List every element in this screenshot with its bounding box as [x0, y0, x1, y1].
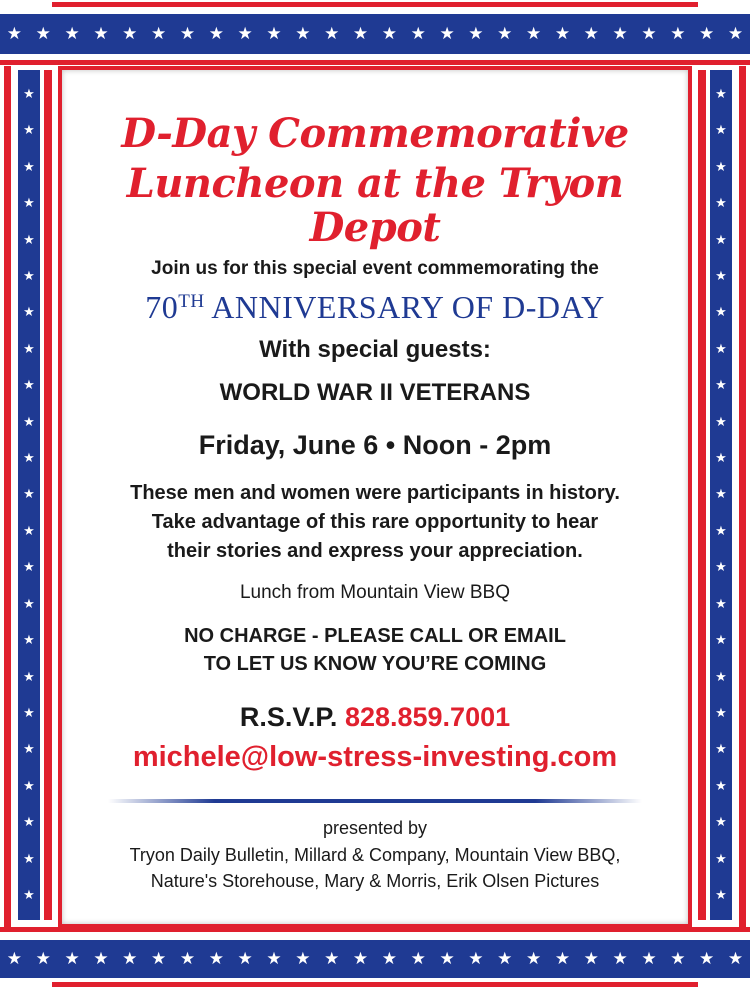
star-icon: ★: [23, 451, 35, 467]
star-icon: ★: [715, 705, 727, 721]
star-icon: ★: [468, 23, 484, 44]
star-icon: ★: [179, 948, 196, 969]
star-icon: ★: [295, 948, 311, 969]
no-charge-line: NO CHARGE - PLEASE CALL OR EMAIL: [184, 625, 566, 647]
star-icon: ★: [612, 948, 628, 969]
star-icon: ★: [23, 669, 35, 685]
star-icon: ★: [23, 123, 35, 139]
star-icon: ★: [151, 23, 167, 44]
star-icon: ★: [23, 596, 35, 612]
star-icon: ★: [715, 633, 727, 649]
star-icon: ★: [715, 269, 727, 285]
star-icon: ★: [23, 414, 35, 430]
star-icon: ★: [23, 851, 35, 867]
star-icon: ★: [670, 23, 686, 44]
star-icon: ★: [554, 23, 571, 44]
no-charge-notice: [58, 622, 692, 678]
star-icon: ★: [93, 23, 109, 44]
star-icon: ★: [497, 23, 513, 44]
star-icon: ★: [715, 87, 727, 102]
rsvp-phone-link[interactable]: 828.859.7001: [344, 702, 511, 732]
star-icon: ★: [715, 196, 727, 212]
star-icon: ★: [23, 487, 35, 503]
star-icon: ★: [151, 948, 167, 969]
star-icon: ★: [23, 560, 35, 576]
star-icon: ★: [715, 815, 727, 831]
star-icon: ★: [35, 948, 51, 969]
rsvp-email-link[interactable]: michele@low-stress-investing.com: [132, 741, 618, 773]
star-icon: ★: [715, 560, 727, 576]
star-icon: ★: [497, 948, 513, 969]
top-star-band: [0, 14, 750, 54]
star-icon: ★: [23, 778, 35, 794]
star-icon: ★: [23, 887, 35, 903]
sponsor-line: Tryon Daily Bulletin, Millard & Company, Mountain View BBQ,: [129, 845, 621, 865]
star-icon: ★: [23, 378, 35, 394]
star-icon: ★: [35, 23, 51, 44]
rsvp-label: R.S.V.P.: [239, 702, 338, 732]
top-red-rule: [52, 2, 698, 7]
anniversary-number: 70: [145, 289, 179, 325]
star-icon: ★: [612, 23, 628, 44]
star-icon: ★: [93, 948, 109, 969]
star-icon: ★: [715, 669, 727, 685]
star-icon: ★: [266, 948, 282, 969]
star-icon: ★: [715, 159, 727, 175]
star-icon: ★: [208, 23, 224, 44]
top-red-stripe: [0, 60, 750, 65]
description-line: their stories and express your appreciation.: [167, 540, 583, 562]
star-icon: ★: [23, 815, 35, 831]
bottom-star-band: [0, 940, 750, 978]
star-icon: ★: [468, 948, 484, 969]
star-icon: ★: [715, 887, 727, 903]
star-icon: ★: [6, 948, 23, 969]
star-icon: ★: [122, 23, 138, 44]
left-inner-stripe: [44, 70, 52, 920]
star-icon: ★: [23, 232, 35, 248]
left-star-column: [18, 70, 40, 920]
star-icon: ★: [23, 196, 35, 212]
star-icon: ★: [715, 341, 727, 357]
title-line-2: Luncheon at the Tryon Depot: [126, 160, 624, 251]
star-icon: ★: [727, 948, 744, 969]
star-icon: ★: [715, 414, 727, 430]
star-icon: ★: [23, 742, 35, 758]
intro-text: Join us for this special event commemorating the: [151, 258, 599, 279]
star-icon: ★: [23, 159, 35, 175]
star-icon: ★: [295, 23, 311, 44]
sponsor-list: [58, 842, 692, 894]
star-icon: ★: [715, 851, 727, 867]
star-icon: ★: [237, 948, 253, 969]
star-icon: ★: [237, 23, 253, 44]
star-icon: ★: [715, 451, 727, 467]
star-icon: ★: [410, 948, 426, 969]
star-icon: ★: [23, 305, 35, 321]
title-line-1: D-Day Commemorative: [121, 110, 629, 157]
star-icon: ★: [439, 23, 455, 44]
star-icon: ★: [23, 633, 35, 649]
star-icon: ★: [715, 523, 727, 539]
star-icon: ★: [641, 948, 657, 969]
star-icon: ★: [352, 948, 369, 969]
star-icon: ★: [64, 948, 80, 969]
bottom-red-rule: [52, 982, 698, 987]
anniversary-heading: [58, 289, 692, 326]
star-icon: ★: [266, 23, 282, 44]
star-icon: ★: [641, 23, 657, 44]
star-icon: ★: [23, 269, 35, 285]
star-icon: ★: [715, 778, 727, 794]
star-icon: ★: [727, 23, 744, 44]
star-icon: ★: [715, 232, 727, 248]
star-icon: ★: [439, 948, 455, 969]
sponsor-line: Nature's Storehouse, Mary & Morris, Erik Olsen Pictures: [150, 871, 600, 891]
guests-heading: With special guests:: [259, 336, 491, 363]
star-icon: ★: [6, 23, 23, 44]
star-icon: ★: [352, 23, 369, 44]
star-icon: ★: [324, 948, 340, 969]
star-icon: ★: [23, 523, 35, 539]
star-icon: ★: [715, 305, 727, 321]
star-icon: ★: [699, 948, 715, 969]
section-divider: [108, 799, 642, 803]
star-icon: ★: [715, 742, 727, 758]
star-icon: ★: [23, 341, 35, 357]
star-icon: ★: [23, 87, 35, 102]
right-star-column: [710, 70, 732, 920]
star-icon: ★: [583, 23, 599, 44]
description-line: These men and women were participants in history.: [130, 482, 620, 504]
star-icon: ★: [208, 948, 224, 969]
right-red-stripe: [739, 66, 746, 928]
star-icon: ★: [670, 948, 686, 969]
star-icon: ★: [410, 23, 426, 44]
anniversary-suffix: TH: [178, 291, 205, 312]
star-icon: ★: [179, 23, 196, 44]
event-description: [58, 479, 692, 566]
star-icon: ★: [122, 948, 138, 969]
star-icon: ★: [715, 378, 727, 394]
star-icon: ★: [381, 948, 398, 969]
right-inner-stripe: [698, 70, 706, 920]
no-charge-line: TO LET US KNOW YOU’RE COMING: [203, 653, 547, 675]
anniversary-text: ANNIVERSARY OF D-DAY: [211, 289, 605, 325]
rsvp-line: [58, 702, 692, 733]
star-icon: ★: [554, 948, 571, 969]
star-icon: ★: [699, 23, 715, 44]
star-icon: ★: [324, 23, 340, 44]
left-red-stripe: [4, 66, 11, 928]
star-icon: ★: [525, 948, 542, 969]
lunch-provider: Lunch from Mountain View BBQ: [239, 582, 510, 603]
star-icon: ★: [23, 705, 35, 721]
description-line: Take advantage of this rare opportunity to hear: [151, 511, 599, 533]
event-title: [58, 112, 692, 250]
star-icon: ★: [715, 596, 727, 612]
star-icon: ★: [715, 123, 727, 139]
star-icon: ★: [583, 948, 599, 969]
event-date-time: Friday, June 6 • Noon - 2pm: [198, 430, 552, 460]
veterans-heading: WORLD WAR II VETERANS: [219, 379, 531, 406]
presented-by-label: presented by: [322, 818, 428, 838]
star-icon: ★: [715, 487, 727, 503]
star-icon: ★: [64, 23, 80, 44]
star-icon: ★: [525, 23, 542, 44]
star-icon: ★: [381, 23, 398, 44]
